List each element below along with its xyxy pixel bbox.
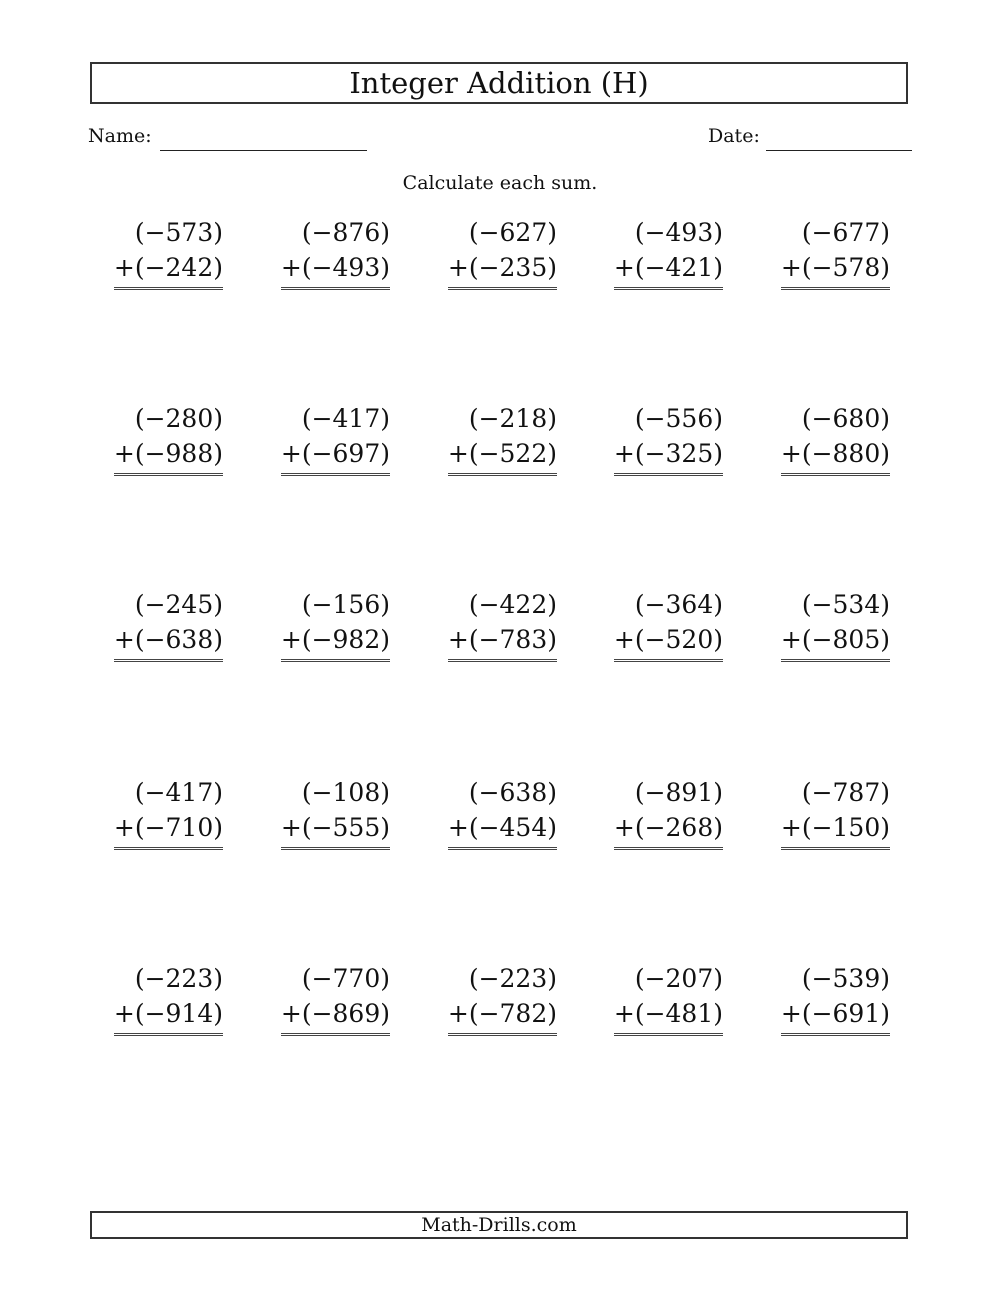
problem xyxy=(417,587,557,662)
addend-2: +(−578) xyxy=(781,250,890,290)
addend-1: (−223) xyxy=(134,964,223,993)
addend-2: +(−638) xyxy=(114,622,223,662)
addend-1: (−638) xyxy=(468,778,557,807)
problem xyxy=(583,401,723,476)
problem xyxy=(83,961,223,1036)
problem xyxy=(250,775,390,850)
addend-2: +(−880) xyxy=(781,436,890,476)
addend-1: (−156) xyxy=(301,590,390,619)
problem xyxy=(83,587,223,662)
addend-1: (−207) xyxy=(634,964,723,993)
addend-1: (−787) xyxy=(801,778,890,807)
problem xyxy=(583,775,723,850)
problem xyxy=(250,215,390,290)
addend-1: (−770) xyxy=(301,964,390,993)
problem xyxy=(417,215,557,290)
problem xyxy=(583,215,723,290)
problem xyxy=(250,961,390,1036)
addend-2: +(−782) xyxy=(448,996,557,1036)
problem xyxy=(417,961,557,1036)
addend-1: (−493) xyxy=(634,218,723,247)
problem xyxy=(83,775,223,850)
addend-2: +(−493) xyxy=(281,250,390,290)
addend-1: (−627) xyxy=(468,218,557,247)
addend-2: +(−235) xyxy=(448,250,557,290)
addend-1: (−280) xyxy=(134,404,223,433)
addend-2: +(−697) xyxy=(281,436,390,476)
addend-2: +(−783) xyxy=(448,622,557,662)
name-field[interactable] xyxy=(160,130,367,151)
instructions: Calculate each sum. xyxy=(402,172,598,194)
problem xyxy=(750,401,890,476)
date-field[interactable] xyxy=(766,130,912,151)
addend-2: +(−982) xyxy=(281,622,390,662)
addend-1: (−108) xyxy=(301,778,390,807)
addend-2: +(−691) xyxy=(781,996,890,1036)
problem xyxy=(83,401,223,476)
addend-1: (−680) xyxy=(801,404,890,433)
addend-2: +(−805) xyxy=(781,622,890,662)
problem xyxy=(250,401,390,476)
addend-1: (−364) xyxy=(634,590,723,619)
problem xyxy=(583,961,723,1036)
addend-2: +(−325) xyxy=(614,436,723,476)
addend-1: (−876) xyxy=(301,218,390,247)
addend-1: (−245) xyxy=(134,590,223,619)
addend-2: +(−710) xyxy=(114,810,223,850)
addend-1: (−573) xyxy=(134,218,223,247)
addend-2: +(−150) xyxy=(781,810,890,850)
problem xyxy=(750,961,890,1036)
problem xyxy=(583,587,723,662)
addend-1: (−539) xyxy=(801,964,890,993)
addend-2: +(−520) xyxy=(614,622,723,662)
date-label: Date: xyxy=(708,125,760,147)
addend-2: +(−481) xyxy=(614,996,723,1036)
addend-1: (−677) xyxy=(801,218,890,247)
addend-2: +(−454) xyxy=(448,810,557,850)
addend-2: +(−914) xyxy=(114,996,223,1036)
addend-1: (−422) xyxy=(468,590,557,619)
problem xyxy=(750,587,890,662)
problem xyxy=(750,775,890,850)
problem xyxy=(250,587,390,662)
addend-2: +(−522) xyxy=(448,436,557,476)
addend-2: +(−421) xyxy=(614,250,723,290)
addend-2: +(−988) xyxy=(114,436,223,476)
addend-1: (−556) xyxy=(634,404,723,433)
problem xyxy=(83,215,223,290)
addend-2: +(−555) xyxy=(281,810,390,850)
addend-1: (−534) xyxy=(801,590,890,619)
worksheet-title: Integer Addition (H) xyxy=(90,62,908,104)
addend-1: (−417) xyxy=(134,778,223,807)
addend-2: +(−869) xyxy=(281,996,390,1036)
addend-2: +(−268) xyxy=(614,810,723,850)
addend-1: (−223) xyxy=(468,964,557,993)
addend-2: +(−242) xyxy=(114,250,223,290)
addend-1: (−417) xyxy=(301,404,390,433)
addend-1: (−891) xyxy=(634,778,723,807)
name-label: Name: xyxy=(88,125,152,147)
problem xyxy=(417,401,557,476)
problem xyxy=(750,215,890,290)
problem xyxy=(417,775,557,850)
addend-1: (−218) xyxy=(468,404,557,433)
footer: Math-Drills.com xyxy=(90,1211,908,1239)
